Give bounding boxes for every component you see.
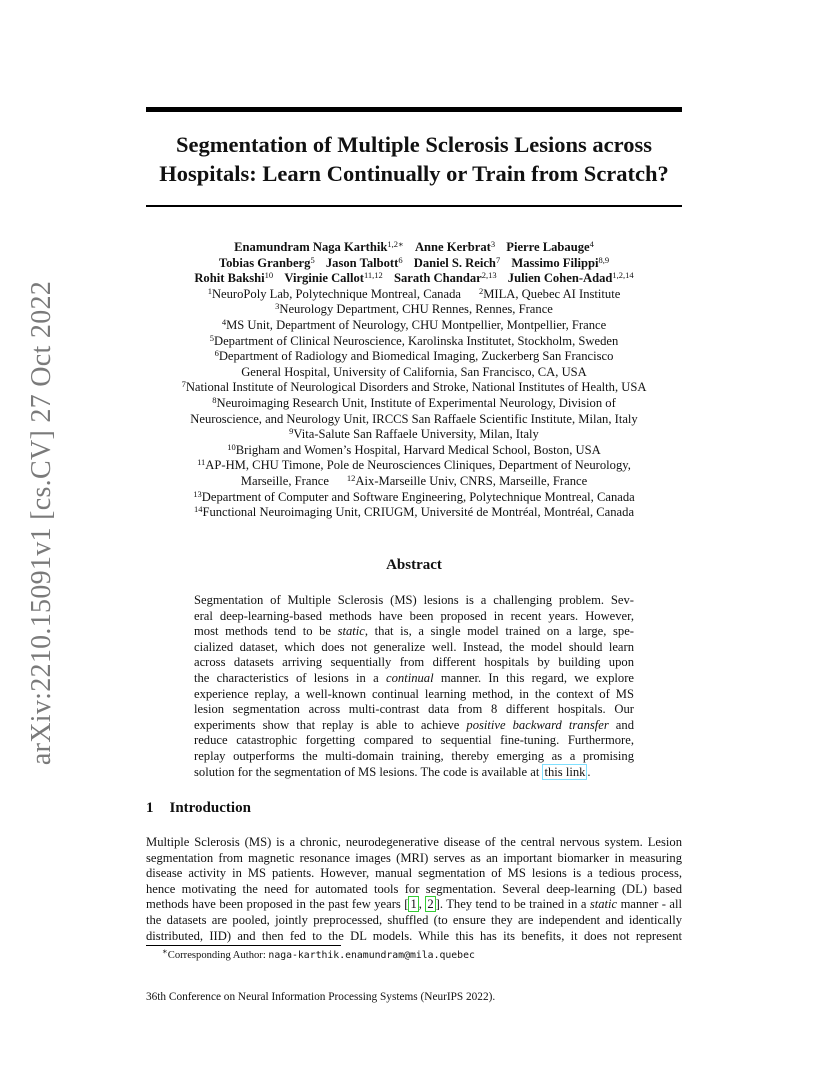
abstract-line: reduce catastrophic forgetting compared to sequential fine-tuning. Furthermore, bbox=[194, 733, 634, 748]
affiliation-line: $^{14}$Functional Neuroimaging Unit, CRIUGM, Université de Montréal, Montréal, Canada bbox=[193, 504, 635, 520]
affiliation-line: $^{11}$AP-HM, CHU Timone, Pole de Neurosciences Cliniques, Department of Neurology, bbox=[197, 457, 631, 473]
author-line-1 bbox=[146, 240, 682, 256]
affiliation-line: $^4$MS Unit, Department of Neurology, CHU Montpellier, Montpellier, France bbox=[221, 316, 607, 332]
citation-link-2[interactable]: 2 bbox=[427, 897, 434, 912]
abstract-line: most methods tend to be static, that is, a single model trained on a large, spe- bbox=[194, 624, 634, 639]
affiliation-line: $^{10}$Brigham and Women’s Hospital, Harvard Medical School, Boston, USA bbox=[227, 441, 601, 457]
title-bottom-rule bbox=[146, 205, 682, 207]
conference-note: 36th Conference on Neural Information Processing Systems (NeurIPS 2022). bbox=[146, 991, 496, 1003]
footnote-rule bbox=[146, 945, 341, 946]
affiliation-line: $^1$NeuroPoly Lab, Polytechnique Montreal, Canada $^2$MILA, Quebec AI Institute bbox=[207, 285, 621, 301]
introduction-body bbox=[146, 835, 682, 944]
affiliation-line: Marseille, France $^{12}$Aix-Marseille Univ, CNRS, Marseille, France bbox=[240, 472, 588, 488]
author-kerbrat: Anne Kerbrat$^3$ bbox=[414, 239, 496, 254]
author-reich: Daniel S. Reich$^7$ bbox=[413, 254, 501, 270]
intro-line: segmentation from magnetic resonance images (MRI) serves as an important biomarker in measuring bbox=[146, 850, 682, 865]
abstract-heading: Abstract bbox=[386, 557, 442, 573]
author-karthik: Enamundram Naga Karthik$^{1,2∗}$ bbox=[234, 239, 404, 254]
abstract-line: experience replay, a well-known continual learning method, in the context of MS bbox=[194, 686, 634, 701]
intro-line: Multiple Sclerosis (MS) is a chronic, neurodegenerative disease of the central nervous system. Lesion bbox=[146, 835, 682, 849]
code-link[interactable]: this link bbox=[544, 764, 586, 779]
arxiv-identifier-sidebar bbox=[22, 280, 62, 766]
affiliation-line: Neuroscience, and Neurology Unit, IRCCS San Raffaele Scientific Institute, Milan, Italy bbox=[190, 411, 638, 426]
affiliation-line: $^5$Department of Clinical Neuroscience, Karolinska Institutet, Stockholm, Sweden bbox=[209, 332, 619, 348]
author-block bbox=[146, 240, 682, 521]
arxiv-identifier: arXiv:2210.15091v1 [cs.CV] 27 Oct 2022 bbox=[26, 280, 57, 766]
author-talbott: Jason Talbott$^6$ bbox=[325, 254, 403, 270]
abstract-line: across datasets arriving sequentially from different hospitals by building upon bbox=[194, 655, 634, 670]
footnote-mark: ∗ bbox=[162, 946, 168, 956]
abstract-line: solution for the segmentation of MS lesions. The code is available at this link . bbox=[194, 764, 591, 779]
intro-line: distributed, IID) and then fed to the DL models. While this has its benefits, it does not represent bbox=[146, 928, 682, 943]
section-heading-introduction bbox=[146, 800, 251, 817]
affiliation-line: General Hospital, University of California, San Francisco, CA, USA bbox=[241, 364, 587, 379]
citation-link-1[interactable]: 1 bbox=[410, 897, 417, 912]
affiliation-line: $^6$Department of Radiology and Biomedical Imaging, Zuckerberg San Francisco bbox=[214, 348, 614, 364]
author-line-3 bbox=[146, 271, 682, 287]
author-line-2 bbox=[146, 256, 682, 272]
affiliation-line: $^9$Vita-Salute San Raffaele University, Milan, Italy bbox=[289, 426, 539, 442]
author-labauge: Pierre Labauge$^4$ bbox=[506, 239, 594, 254]
author-chandar: Sarath Chandar$^{2,13}$ bbox=[393, 270, 497, 286]
abstract-line: eral deep-learning-based methods have been proposed in recent years. However, bbox=[194, 608, 634, 623]
footnote-email: naga-karthik.enamundram@mila.quebec bbox=[268, 950, 475, 961]
paper-title bbox=[146, 130, 682, 188]
affiliation-line: $^3$Neurology Department, CHU Rennes, Rennes, France bbox=[275, 301, 553, 317]
footnote-label: Corresponding Author: bbox=[167, 950, 269, 961]
abstract-line: Segmentation of Multiple Sclerosis (MS) lesions is a challenging problem. Sev- bbox=[194, 593, 634, 607]
abstract-line: the characteristics of lesions in a continual manner. In this regard, we explore bbox=[194, 670, 634, 685]
affiliation-line: $^7$National Institute of Neurological Disorders and Stroke, National Institutes of Health, USA bbox=[181, 379, 647, 395]
author-bakshi: Rohit Bakshi$^{10}$ bbox=[194, 270, 274, 286]
abstract-line: replay outperforms the multi-domain training, thereby emerging as a promising bbox=[194, 748, 634, 763]
title-top-rule bbox=[146, 107, 682, 112]
author-granberg: Tobias Granberg$^5$ bbox=[218, 254, 315, 270]
intro-line: disease activity in MS patients. However, manual segmentation of MS lesions is a tedious process, bbox=[146, 866, 682, 881]
abstract-line: cialized dataset, which does not generalize well. Instead, the model should learn bbox=[194, 639, 634, 654]
abstract-line: lesion segmentation across multi-contrast data from 8 different hospitals. Our bbox=[194, 702, 634, 717]
intro-line: hence motivating the need for automated tools for segmentation. Several deep-learning (DL) based bbox=[146, 881, 682, 896]
title-line-2: Hospitals: Learn Continually or Train from Scratch? bbox=[159, 161, 669, 186]
section-title: Introduction bbox=[169, 800, 251, 816]
author-cohen-adad: Julien Cohen-Adad$^{1,2,14}$ bbox=[507, 270, 634, 286]
author-filippi: Massimo Filippi$^{8,9}$ bbox=[511, 254, 610, 270]
intro-line: the datasets are pooled, jointly preprocessed, shuffled (to ensure they are independent and identically bbox=[146, 912, 682, 927]
affiliation-line: $^8$Neuroimaging Research Unit, Institute of Experimental Neurology, Division of bbox=[212, 394, 616, 410]
affiliation-line: $^{13}$Department of Computer and Software Engineering, Polytechnique Montreal, Canada bbox=[193, 488, 635, 504]
title-line-1: Segmentation of Multiple Sclerosis Lesions across bbox=[175, 132, 653, 157]
section-number: 1 bbox=[146, 800, 154, 816]
abstract-line: experiments show that replay is able to achieve positive backward transfer and bbox=[194, 717, 634, 732]
intro-line: methods have been proposed in the past few years [ 1 , 2 ]. They tend to be trained in a static manner - all bbox=[146, 897, 683, 912]
footnote bbox=[162, 946, 475, 961]
abstract-body bbox=[194, 593, 634, 780]
author-callot: Virginie Callot$^{11,12}$ bbox=[284, 270, 383, 286]
